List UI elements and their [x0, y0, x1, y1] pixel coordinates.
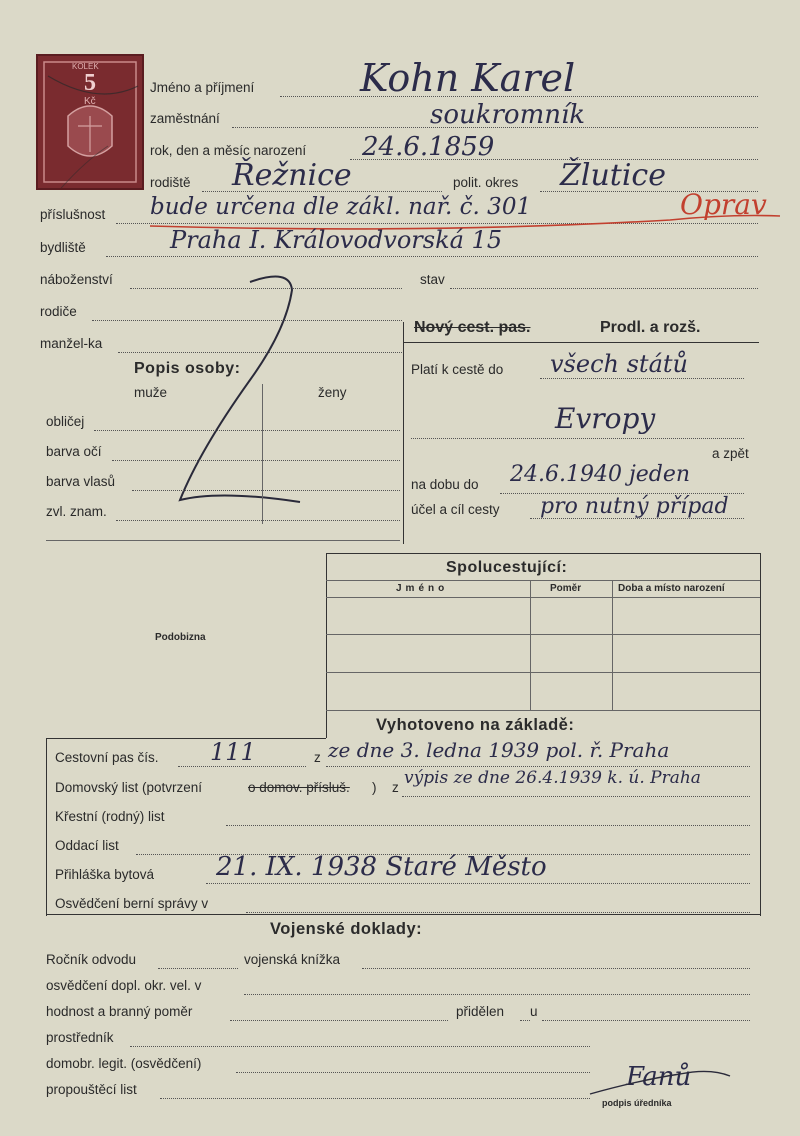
new-passport-struck: Nový cest. pas. — [414, 319, 531, 336]
return-label: a zpět — [712, 446, 749, 461]
description-title: Popis osoby: — [134, 360, 241, 377]
marriage-label: Oddací list — [55, 838, 119, 853]
occupation-label: zaměstnání — [150, 111, 220, 126]
citizenship-label: příslušnost — [40, 207, 106, 222]
period-value: 24.6.1940 jeden — [510, 462, 691, 487]
extension-title: Prodl. a rozš. — [600, 319, 701, 336]
occupation-value: soukromník — [430, 100, 586, 130]
domicile-label: Domovský list (potvrzení — [55, 780, 203, 795]
military-title: Vojenské doklady: — [270, 920, 423, 938]
eye-color-label: barva očí — [46, 444, 102, 459]
description-col-female: ženy — [318, 385, 347, 400]
face-label: obličej — [46, 414, 85, 429]
birth-value: 24.6.1859 — [362, 132, 495, 162]
birthplace-label: rodiště — [150, 175, 191, 190]
district-label: polit. okres — [453, 175, 519, 190]
companions-col-name: Jméno — [396, 583, 449, 594]
mediator-label: prostředník — [46, 1030, 114, 1045]
domicile-close: ) — [372, 780, 377, 795]
hair-color-label: barva vlasů — [46, 474, 116, 489]
religion-label: náboženství — [40, 272, 113, 287]
rank-label: hodnost a branný poměr — [46, 1004, 193, 1019]
domicile-z-label: z — [392, 780, 399, 795]
military-book-label: vojenská knížka — [244, 952, 341, 967]
baptism-label: Křestní (rodný) list — [55, 809, 165, 824]
spouse-label: manžel-ka — [40, 336, 103, 351]
domicile-struck: o domov. přísluš. — [248, 780, 350, 795]
name-value: Kohn Karel — [360, 56, 576, 100]
residence-value: Praha I. Královodvorská 15 — [170, 226, 503, 254]
passport-issue-value: ze dne 3. ledna 1939 pol. ř. Praha — [328, 738, 670, 762]
marks-label: zvl. znam. — [46, 504, 107, 519]
passport-from-label: z — [314, 750, 321, 765]
domicile-value: výpis ze dne 26.4.1939 k. ú. Praha — [404, 768, 701, 788]
purpose-value: pro nutný případ — [540, 494, 729, 519]
official-signature: Fanů — [626, 1062, 692, 1092]
birth-label: rok, den a měsíc narození — [150, 143, 307, 158]
stamp-value: 5 — [84, 70, 96, 96]
status-label: stav — [420, 272, 445, 287]
stamp-top-text: KOLEK — [72, 62, 99, 71]
military-year-label: Ročník odvodu — [46, 952, 137, 967]
residence-label: bydliště — [40, 240, 86, 255]
revenue-stamp — [36, 54, 144, 190]
discharge-label: propouštěcí list — [46, 1082, 137, 1097]
registration-value: 21. IX. 1938 Staré Město — [216, 852, 547, 882]
passport-number-label: Cestovní pas čís. — [55, 750, 159, 765]
companions-col-birth: Doba a místo narození — [618, 583, 725, 594]
tax-office-label: Osvědčení berní správy v — [55, 896, 209, 911]
valid-value-2: Evropy — [555, 402, 656, 435]
birthplace-value: Řežnice — [232, 158, 352, 193]
legion-label: domobr. legit. (osvědčení) — [46, 1056, 202, 1071]
passport-number-value: 111 — [210, 738, 256, 766]
stamp-unit: Kč — [84, 96, 96, 107]
cancellation-stroke — [160, 270, 360, 530]
basis-title: Vyhotoveno na základě: — [376, 716, 575, 734]
companions-col-relation: Poměr — [550, 583, 582, 594]
signature-flourish — [580, 1060, 740, 1100]
correction-note: Oprav — [680, 188, 767, 221]
companions-title: Spolucestující: — [446, 559, 568, 576]
citizenship-value: bude určena dle zákl. nař. č. 301 — [150, 194, 532, 220]
parents-label: rodiče — [40, 304, 77, 319]
name-label: Jméno a příjmení — [150, 80, 255, 95]
assigned-u-label: u — [530, 1004, 538, 1019]
reserve-cert-label: osvědčení dopl. okr. vel. v — [46, 978, 202, 993]
valid-label: Platí k cestě do — [411, 362, 504, 377]
assigned-label: přidělen — [456, 1004, 505, 1019]
purpose-label: účel a cíl cesty — [411, 502, 500, 517]
signature-caption: podpis úředníka — [602, 1098, 672, 1108]
period-label: na dobu do — [411, 477, 479, 492]
valid-value: všech států — [550, 350, 688, 378]
district-value: Žlutice — [560, 158, 666, 193]
photo-label: Podobizna — [155, 632, 206, 643]
registration-label: Přihláška bytová — [55, 867, 155, 882]
description-col-male: muže — [134, 385, 168, 400]
